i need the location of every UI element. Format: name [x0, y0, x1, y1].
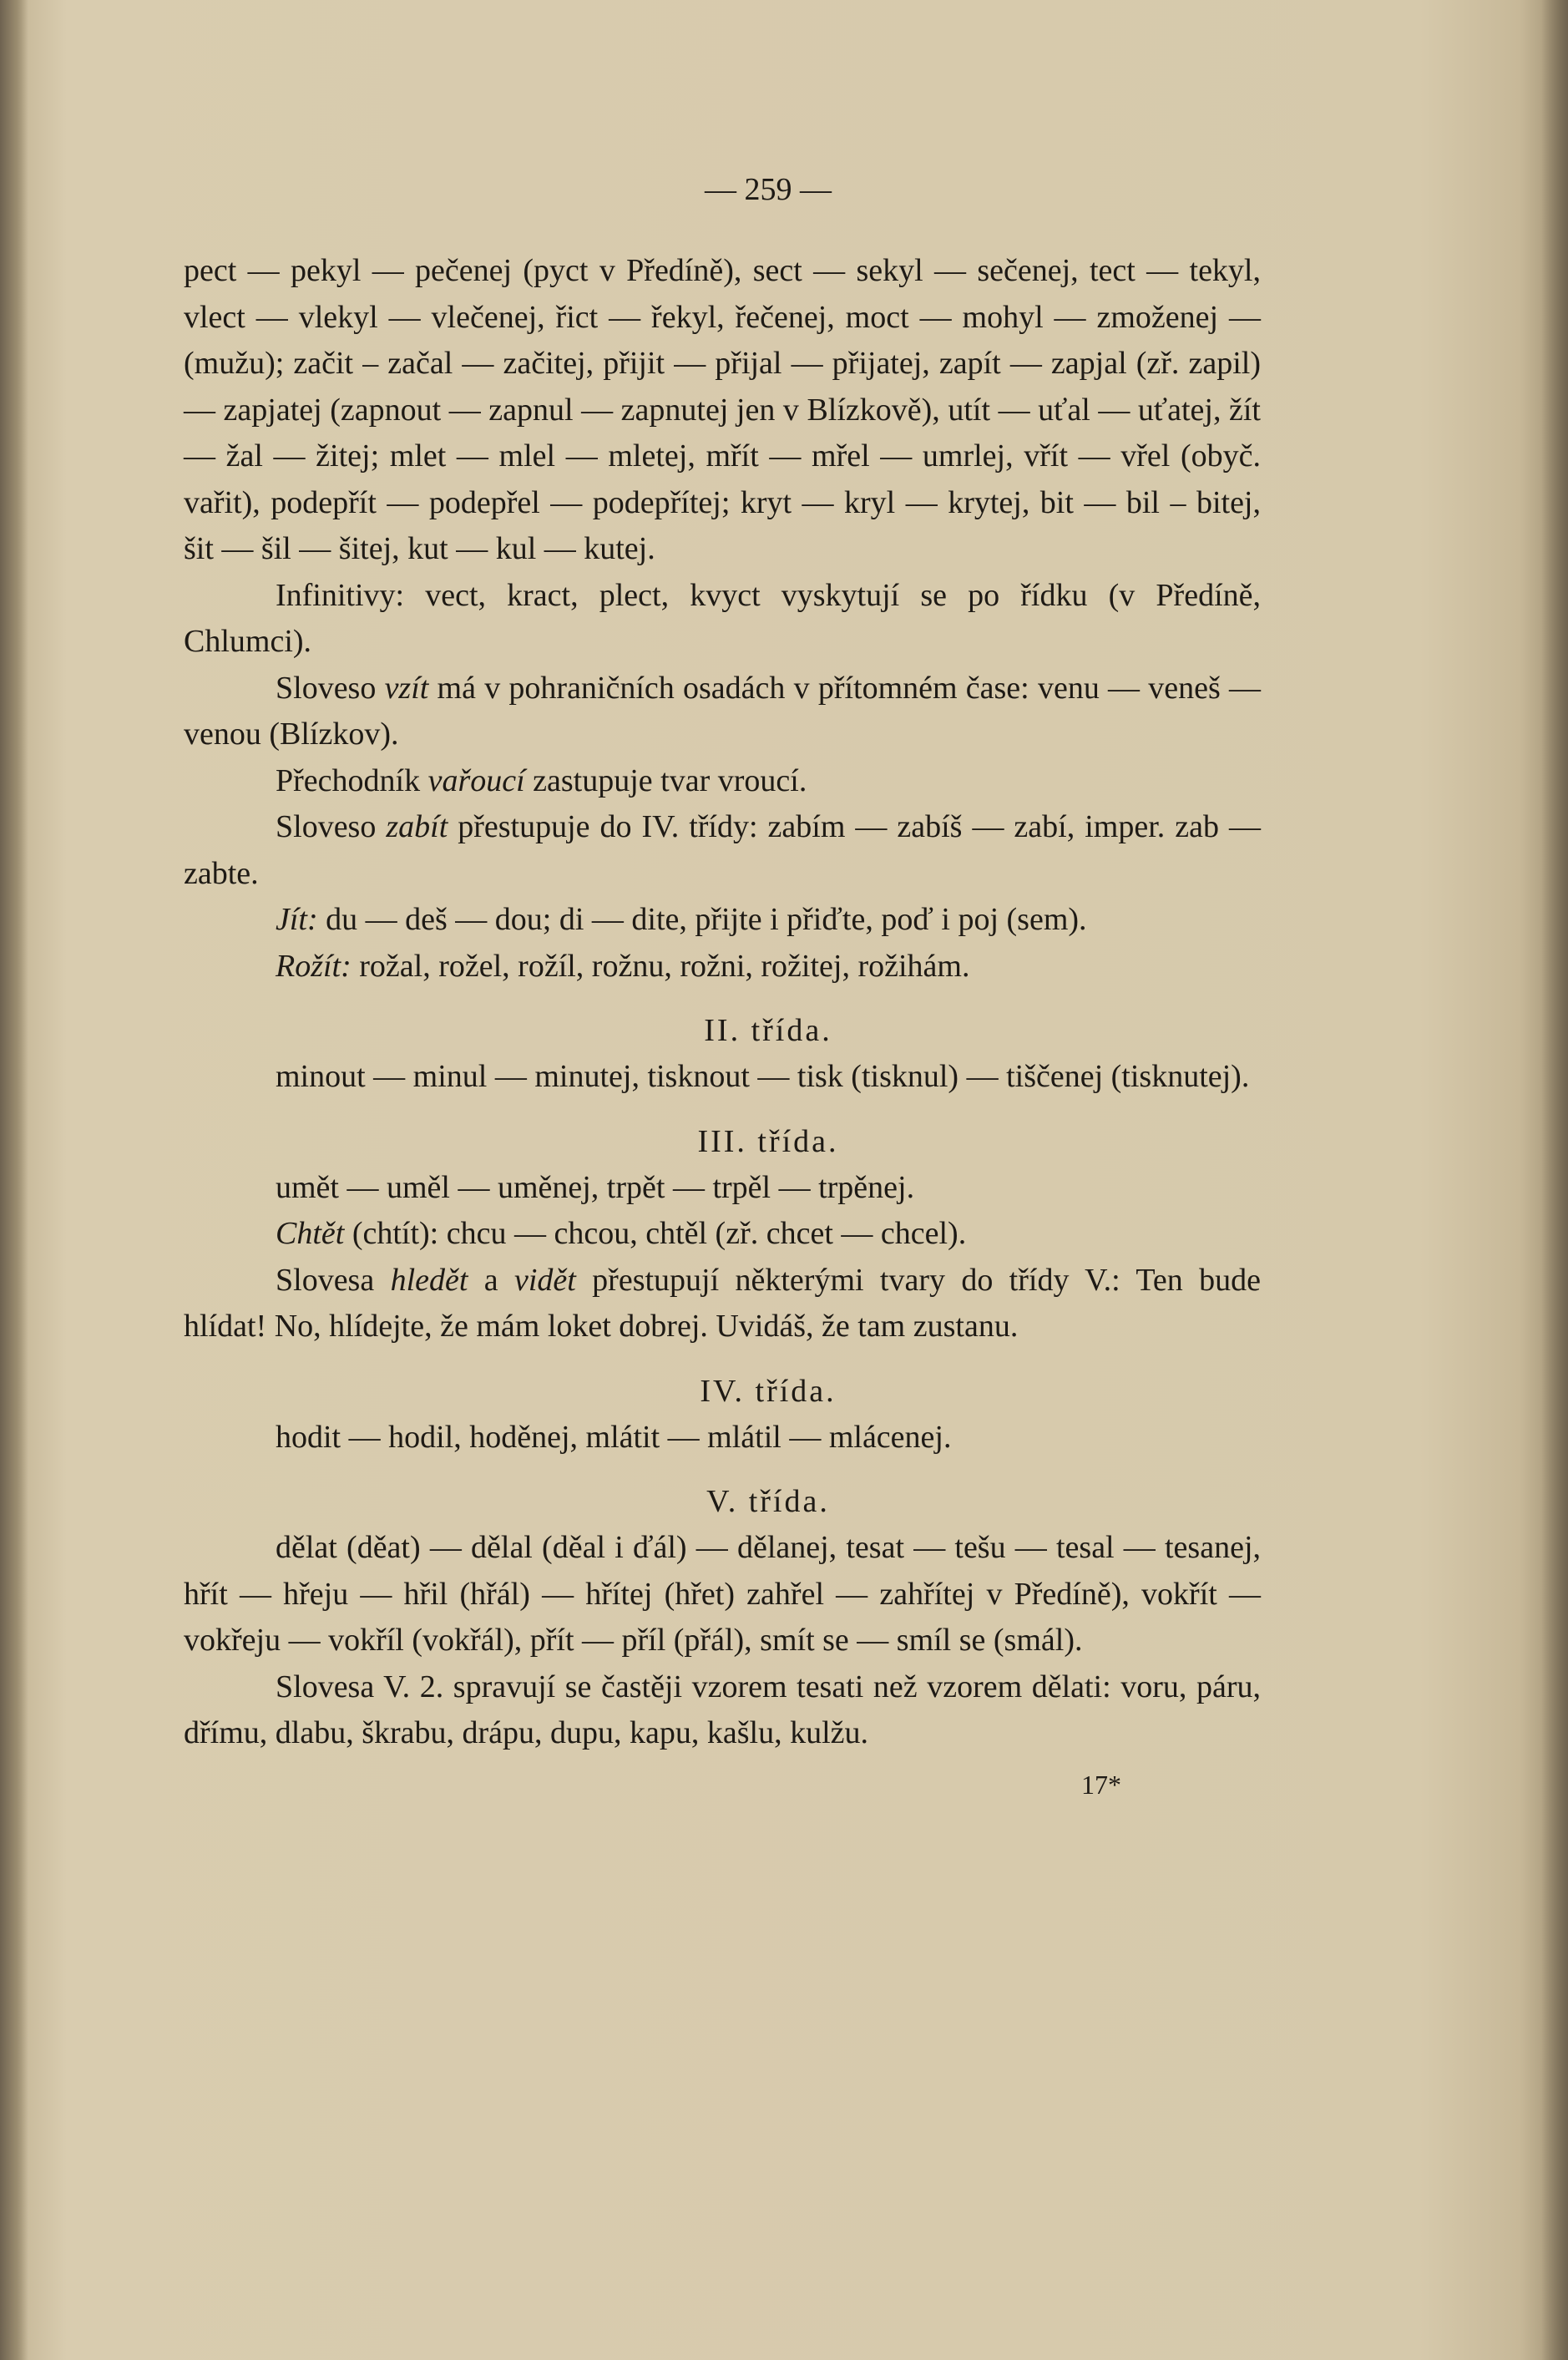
binding-gutter	[0, 0, 28, 2360]
paragraph-hledet-videt: Slovesa hledět a vidět přestupují některými tvary do třídy V.: Ten bude hlídat! No, hlídejte, že mám loket dobrej. Uvidáš, že tam zustanu.	[184, 1262, 1261, 1344]
paragraph-class-2: minout — minul — minutej, tisknout — tisk (tisknul) — tiščenej (tisknutej).	[276, 1059, 1250, 1094]
heading-class-4: IV. třída.	[700, 1373, 837, 1409]
heading-class-3: III. třída.	[697, 1123, 839, 1159]
heading-class-5: V. třída.	[706, 1484, 830, 1519]
paragraph-jit: Jít: du — deš — dou; di — dite, přijte i přiďte, poď i poj (sem).	[276, 902, 1087, 937]
paragraph-prechodnik: Přechodník vařoucí zastupuje tvar vroucí.	[276, 762, 807, 798]
paragraph-class-4: hodit — hodil, hoděnej, mlátit — mlátil — mlácenej.	[276, 1419, 952, 1455]
heading-class-2: II. třída.	[704, 1013, 832, 1048]
paragraph-class-5-2: Slovesa V. 2. spravují se častěji vzorem tesati než vzorem dělati: voru, páru, dřímu, dlabu, škrabu, drápu, dupu, kapu, kašlu, kulžu.	[184, 1669, 1261, 1750]
page-number: — 259 —	[705, 172, 832, 207]
paragraph-vzit: Sloveso vzít má v pohraničních osadách v přítomném čase: venu — veneš — venou (Blízkov).	[184, 670, 1261, 752]
page-edge	[1541, 0, 1568, 2360]
paragraph-chtet: Chtět (chtít): chcu — chcou, chtěl (zř. chcet — chcel).	[276, 1216, 967, 1251]
paragraph-zabit: Sloveso zabít přestupuje do IV. třídy: zabím — zabíš — zabí, imper. zab — zabte.	[184, 809, 1261, 891]
paragraph-verb-class-1-forms: pect — pekyl — pečenej (pyct v Předíně), sect — sekyl — sečenej, tect — tekyl, vlect — vlekyl — vlečenej, řict — řekyl, řečenej, moct — mohyl — zmoženej — (mužu); začit – začal — začitej, přijit — přijal — přijatej, zapít — zapjal (zř. zapil) — zapjatej (zapnout — zapnul — zapnutej jen v Blízkově), utít — uťal — uťatej, žít — žal — žitej; mlet — mlel — mletej, mřít — mřel — umrlej, vřít — vřel (obyč. vařit), podepřít — podepřel — podepřítej; kryt — kryl — krytej, bit — bil – bitej, šit — šil — šitej, kut — kul — kutej.	[184, 253, 1261, 566]
paragraph-infinitives: Infinitivy: vect, kract, plect, kvyct vyskytují se po řídku (v Předíně, Chlumci).	[184, 577, 1261, 659]
paragraph-class-3: umět — uměl — uměnej, trpět — trpěl — trpěnej.	[276, 1169, 915, 1205]
page-body	[184, 171, 1261, 1805]
paragraph-rozit: Rožít: rožal, rožel, rožíl, rožnu, rožni, rožitej, rožihám.	[276, 948, 970, 984]
signature-mark: 17*	[1081, 1769, 1121, 1800]
paragraph-class-5: dělat (děat) — dělal (děal i ďál) — dělanej, tesat — tešu — tesal — tesanej, hřít — hřeju — hřil (hřál) — hřítej (hřet) zahřel — zahřítej v Předíně), vokřít — vokřeju — vokříl (vokřál), přít — příl (přál), smít se — smíl se (smál).	[184, 1530, 1261, 1658]
